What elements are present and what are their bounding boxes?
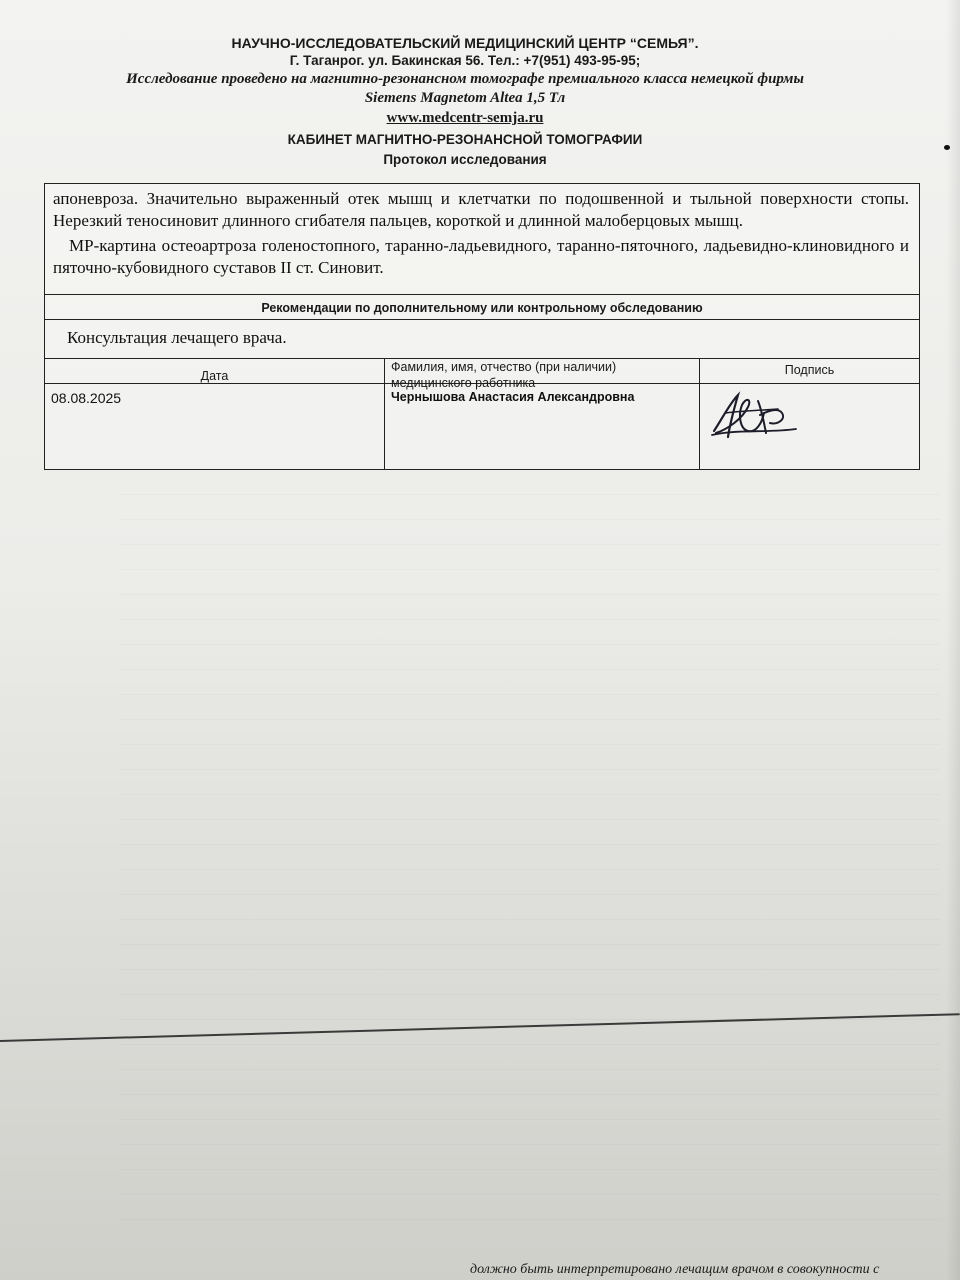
handwritten-signature xyxy=(708,389,800,445)
name-header-line-1: Фамилия, имя, отчество (при наличии) xyxy=(391,360,617,374)
date-column xyxy=(45,359,385,469)
bleed-through-text xyxy=(120,470,940,1230)
ink-dot xyxy=(944,145,950,150)
center-name: НАУЧНО-ИССЛЕДОВАТЕЛЬСКИЙ МЕДИЦИНСКИЙ ЦЕНТР “СЕМЬЯ”. xyxy=(231,35,699,51)
device-line-1: Исследование проведено на магнитно-резонансном томографе премиального класса немецкой фирмы xyxy=(126,71,804,87)
conclusion-paragraph: МР-картина остеоартроза голеностопного, таранно-ладьевидного, таранно-пяточного, ладьевидно-клиновидного и пяточно-кубовидного суставов II ст. Синовит. xyxy=(53,236,909,277)
signature-column xyxy=(700,359,919,469)
paper-edge-shadow xyxy=(946,0,960,1280)
website-link[interactable]: www.medcentr-semja.ru xyxy=(386,110,544,126)
findings-section xyxy=(45,184,919,295)
protocol-title: Протокол исследования xyxy=(383,152,547,167)
recommendations-text: Консультация лечащего врача. xyxy=(45,320,919,359)
name-column xyxy=(385,359,700,469)
document-header xyxy=(0,34,930,170)
cabinet-title: КАБИНЕТ МАГНИТНО-РЕЗОНАНСНОЙ ТОМОГРАФИИ xyxy=(287,132,643,147)
date-header: Дата xyxy=(45,359,384,384)
recommendations-heading: Рекомендации по дополнительному или контрольному обследованию xyxy=(45,295,919,320)
signature-header: Подпись xyxy=(700,359,919,384)
name-header-line-2: медицинского работника xyxy=(391,376,536,390)
signature-table xyxy=(45,359,919,469)
findings-paragraph: апоневроза. Значительно выраженный отек мышц и клетчатки по подошвенной и тыльной поверхности стопы. Нерезкий теносиновит длинного сгибателя пальцев, короткой и длинной малоберцовых мышц. xyxy=(53,189,909,230)
device-line-2: Siemens Magnetom Altea 1,5 Тл xyxy=(364,90,566,106)
footer-partial-text: должно быть интерпретировано лечащим врачом в совокупности с xyxy=(470,1262,880,1277)
name-header xyxy=(385,359,699,390)
date-value: 08.08.2025 xyxy=(51,390,122,406)
protocol-form xyxy=(44,183,920,470)
center-address: Г. Таганрог. ул. Бакинская 56. Тел.: +7(951) 493-95-95; xyxy=(289,53,641,68)
name-value: Чернышова Анастасия Александровна xyxy=(391,390,635,404)
